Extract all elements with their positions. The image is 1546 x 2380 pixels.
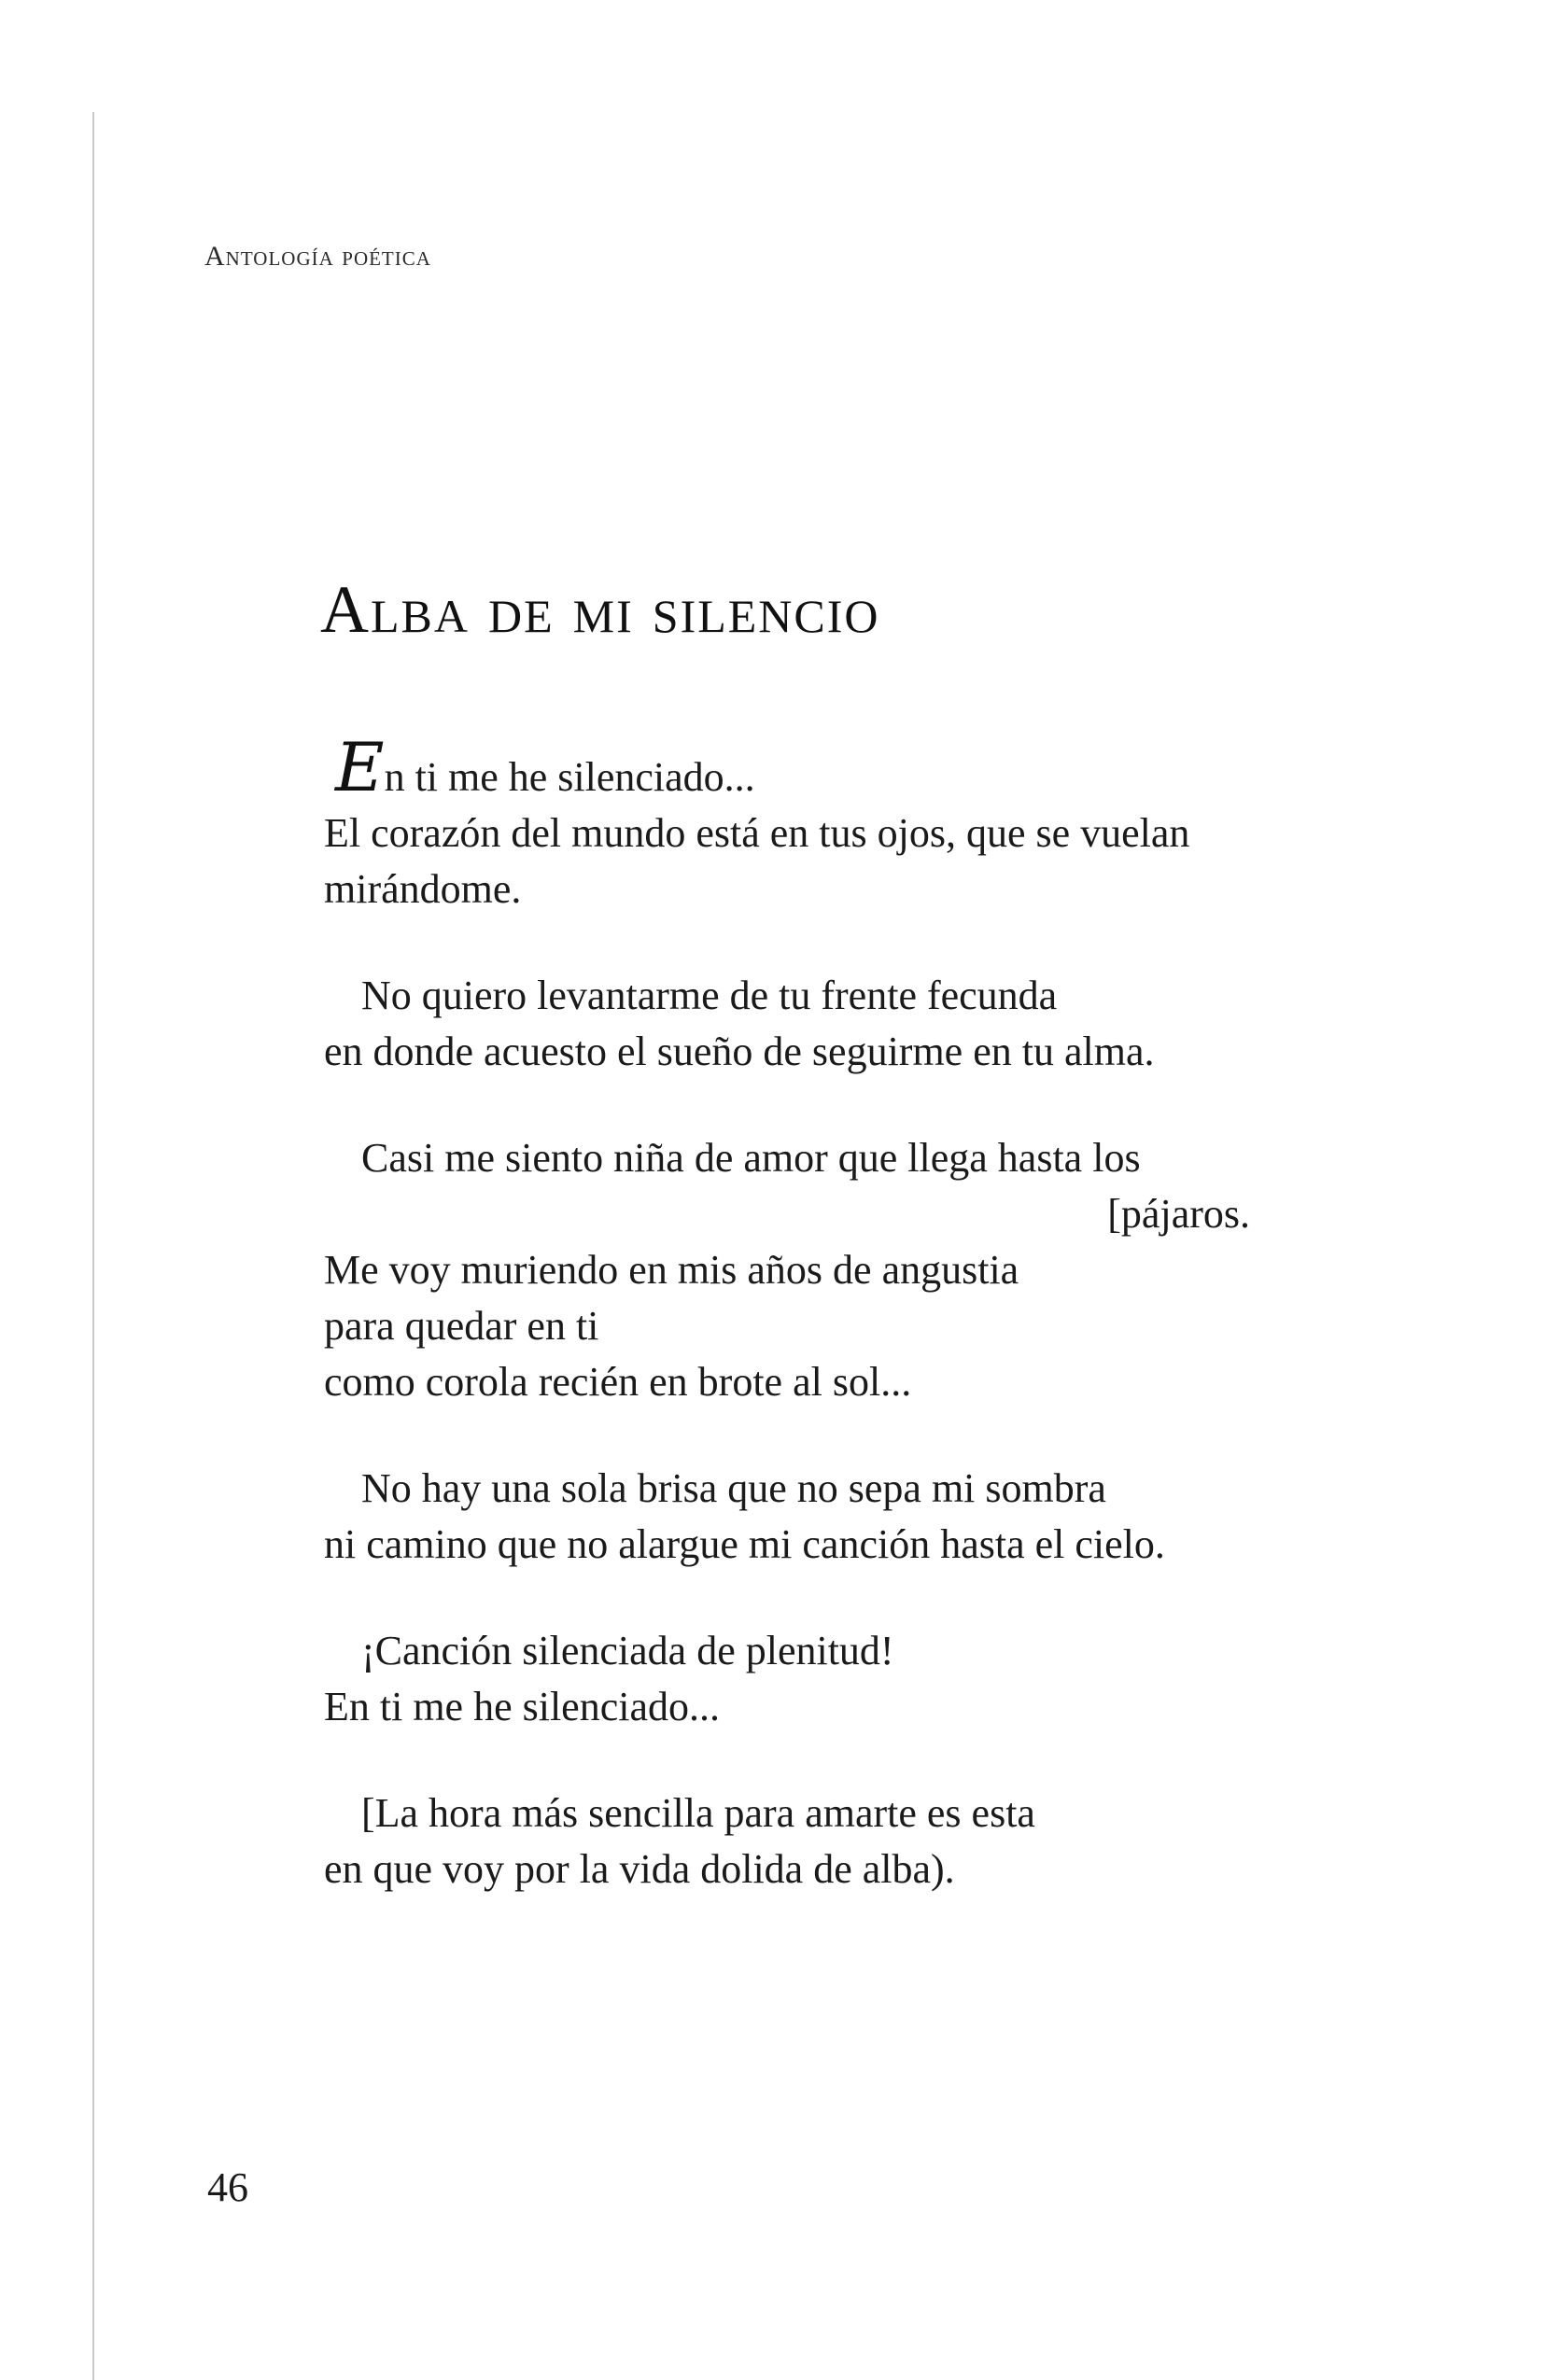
poem-line: No hay una sola brisa que no sepa mi sombra — [361, 1465, 1106, 1511]
poem-line: ni camino que no alargue mi canción hasta el cielo. — [324, 1521, 1165, 1567]
poem-line — [324, 728, 1351, 806]
poem-line: [La hora más sencilla para amarte es esta — [361, 1790, 1035, 1836]
page-number: 46 — [207, 2164, 248, 2210]
poem-line: En ti me he silenciado... — [324, 1684, 720, 1729]
stanza — [324, 1623, 1351, 1735]
poem-line: en donde acuesto el sueño de seguirme en tu alma. — [324, 1029, 1155, 1074]
stanza — [324, 1130, 1351, 1410]
poem-title: Alba de mi silencio — [320, 572, 880, 647]
running-head: Antología poética — [204, 241, 431, 272]
binding-edge-line — [92, 112, 94, 2380]
poem-line: como corola recién en brote al sol... — [324, 1359, 912, 1405]
poem-line: El corazón del mundo está en tus ojos, que se vuelan — [324, 810, 1190, 856]
poem-line: No quiero levantarme de tu frente fecunda — [361, 973, 1058, 1018]
poem-line: ¡Canción silenciada de plenitud! — [361, 1628, 894, 1673]
poem-line: mirándome. — [324, 866, 522, 912]
stanza — [324, 968, 1351, 1080]
poem-line: Casi me siento niña de amor que llega hasta los — [361, 1135, 1141, 1181]
stanza — [324, 1785, 1351, 1897]
poem-body — [324, 728, 1351, 1948]
stanza — [324, 728, 1351, 917]
poem-line: para quedar en ti — [324, 1303, 599, 1349]
drop-cap: E — [335, 728, 385, 806]
poem-line: en que voy por la vida dolida de alba). — [324, 1846, 955, 1892]
stanza — [324, 1461, 1351, 1573]
poem-line-overflow: [pájaros. — [1107, 1191, 1250, 1237]
poem-line: Me voy muriendo en mis años de angustia — [324, 1247, 1019, 1293]
poem-line-text: n ti me he silenciado... — [384, 754, 755, 800]
